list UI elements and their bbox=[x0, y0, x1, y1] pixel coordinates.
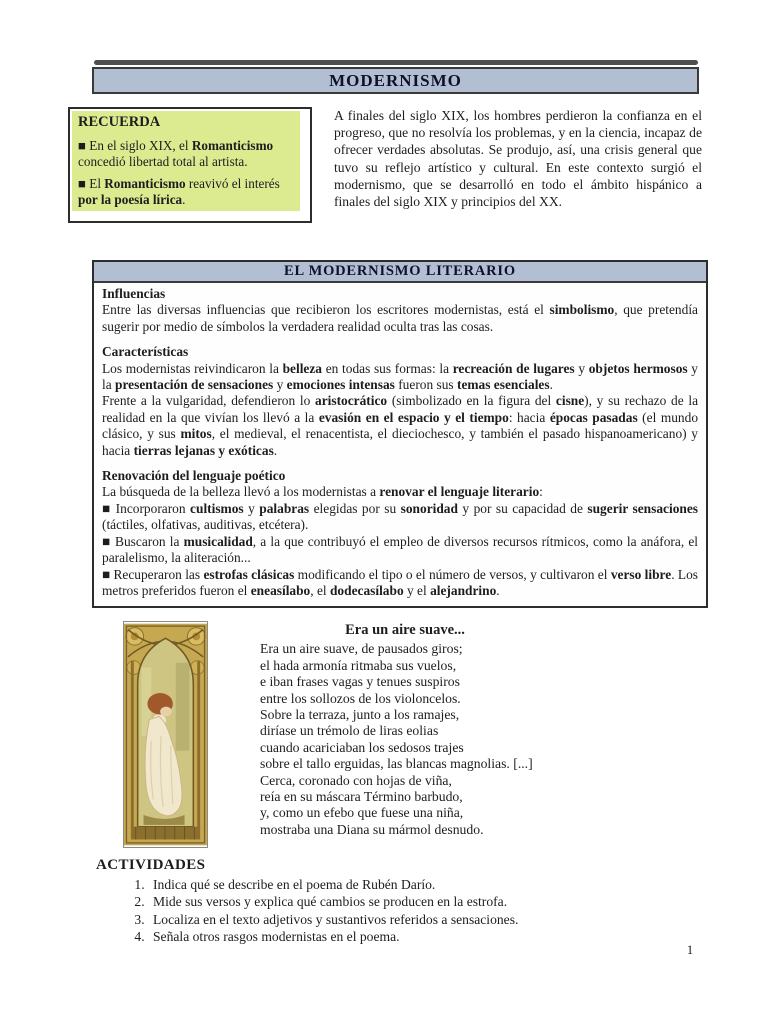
poem-line: sobre el tallo erguidas, las blancas magnolias. [...] bbox=[260, 756, 533, 772]
poem-line: Cerca, coronado con hojas de viña, bbox=[260, 772, 452, 788]
decorative-rule bbox=[94, 60, 698, 65]
intro-paragraph: A finales del siglo XIX, los hombres perdieron la confianza en el progreso, que no resolvía los problemas, y en la ciencia, incapaz de ofrecer verdades absolutas. Se produjo, así, una crisis general que tuvo su reflejo artístico y cultural. En este contexto surgió el modernismo, que se desarrolló en todo el ámbito hispánico a finales del siglo XIX y principios del XX. bbox=[334, 108, 702, 210]
poem-block bbox=[260, 622, 590, 838]
recuerda-highlight bbox=[72, 111, 300, 211]
activities-section bbox=[96, 857, 696, 945]
activity-item: 2. Mide sus versos y explica qué cambios se producen en la estrofa. bbox=[148, 893, 696, 910]
page-title: MODERNISMO bbox=[329, 70, 462, 90]
renovacion-bullet: ■ Recuperaron las estrofas clásicas modificando el tipo o el número de versos, y cultivaron el verso libre. Los metros preferidos fueron el eneasílabo, el dodecasílabo y el alejandrino. bbox=[102, 566, 698, 598]
heading-renovacion: Renovación del lenguaje poético bbox=[102, 468, 286, 484]
literario-content bbox=[94, 283, 706, 606]
recuerda-heading: RECUERDA bbox=[78, 114, 161, 130]
poem-line: el hada armonía ritmaba sus vuelos, bbox=[260, 657, 457, 673]
activity-item: 3. Localiza en el texto adjetivos y sustantivos referidos a sensaciones. bbox=[148, 911, 696, 928]
heading-influencias: Influencias bbox=[102, 286, 166, 301]
influencias-paragraph: Entre las diversas influencias que recibieron los escritores modernistas, está el simbolismo, que pretendía sugerir por medio de símbolos la verdadera realidad oculta tras las cosas. bbox=[102, 302, 698, 334]
poem-line: cuando acariciaban los sedosos trajes bbox=[260, 739, 464, 755]
poem-line: Sobre la terraza, junto a los ramajes, bbox=[260, 707, 460, 723]
recuerda-box bbox=[68, 107, 312, 223]
recuerda-item: ■ En el siglo XIX, el Romanticismo concedió libertad total al artista. bbox=[78, 138, 274, 169]
poem-line: diríase un trémolo de liras eolias bbox=[260, 723, 439, 739]
heading-caracteristicas: Características bbox=[102, 344, 189, 360]
page-title-bar bbox=[92, 67, 699, 94]
activities-list bbox=[148, 876, 696, 945]
activity-item: 4. Señala otros rasgos modernistas en el poema. bbox=[148, 928, 696, 945]
caracteristicas-paragraph: Frente a la vulgaridad, defendieron lo aristocrático (simbolizado en la figura del cisne), y su rechazo de la realidad en la que vivían los llevó a la evasión en el espacio y el tiempo: hacia épocas pasadas (el mundo clásico, y sus mitos, el medieval, el renacentista, el dieciochesco, y también el pasado hispanoamericano) y hacia tierras lejanas y exóticas. bbox=[102, 393, 699, 458]
recuerda-item: ■ El Romanticismo reavivó el interés por la poesía lírica. bbox=[78, 176, 280, 207]
art-nouveau-illustration bbox=[123, 621, 208, 848]
activities-heading: ACTIVIDADES bbox=[96, 857, 206, 873]
poem-line: entre los sollozos de los violoncelos. bbox=[260, 690, 461, 706]
page-number: 1 bbox=[686, 942, 694, 957]
poem-line: e iban frases vagas y tenues suspiros bbox=[260, 674, 460, 690]
literario-section-box bbox=[92, 260, 708, 608]
poem-line: Era un aire suave, de pausados giros; bbox=[260, 641, 463, 657]
literario-header-bar bbox=[94, 262, 706, 283]
poem-title: Era un aire suave... bbox=[345, 622, 465, 638]
renovacion-paragraph: La búsqueda de la belleza llevó a los modernistas a renovar el lenguaje literario: bbox=[102, 484, 543, 500]
caracteristicas-paragraph: Los modernistas reivindicaron la belleza en todas sus formas: la recreación de lugares y objetos hermosos y la presentación de sensaciones y emociones intensas fueron sus temas esenciales. bbox=[102, 360, 699, 393]
renovacion-bullet: ■ Buscaron la musicalidad, a la que contribuyó el empleo de diversos recursos rítmicos, como la anáfora, el paralelismo, la aliteración... bbox=[102, 533, 698, 566]
literario-header-title: EL MODERNISMO LITERARIO bbox=[284, 263, 516, 279]
poem-line: y, como un efebo que fuese una niña, bbox=[260, 805, 464, 821]
poem-line: mostraba una Diana su mármol desnudo. bbox=[260, 821, 484, 837]
activity-item: 1. Indica qué se describe en el poema de Rubén Darío. bbox=[148, 876, 696, 893]
poem-line: reía en su máscara Término barbudo, bbox=[260, 789, 463, 805]
renovacion-bullet: ■ Incorporaron cultismos y palabras elegidas por su sonoridad y por su capacidad de sugerir sensaciones (táctiles, olfativas, auditivas, etcétera). bbox=[102, 500, 698, 533]
